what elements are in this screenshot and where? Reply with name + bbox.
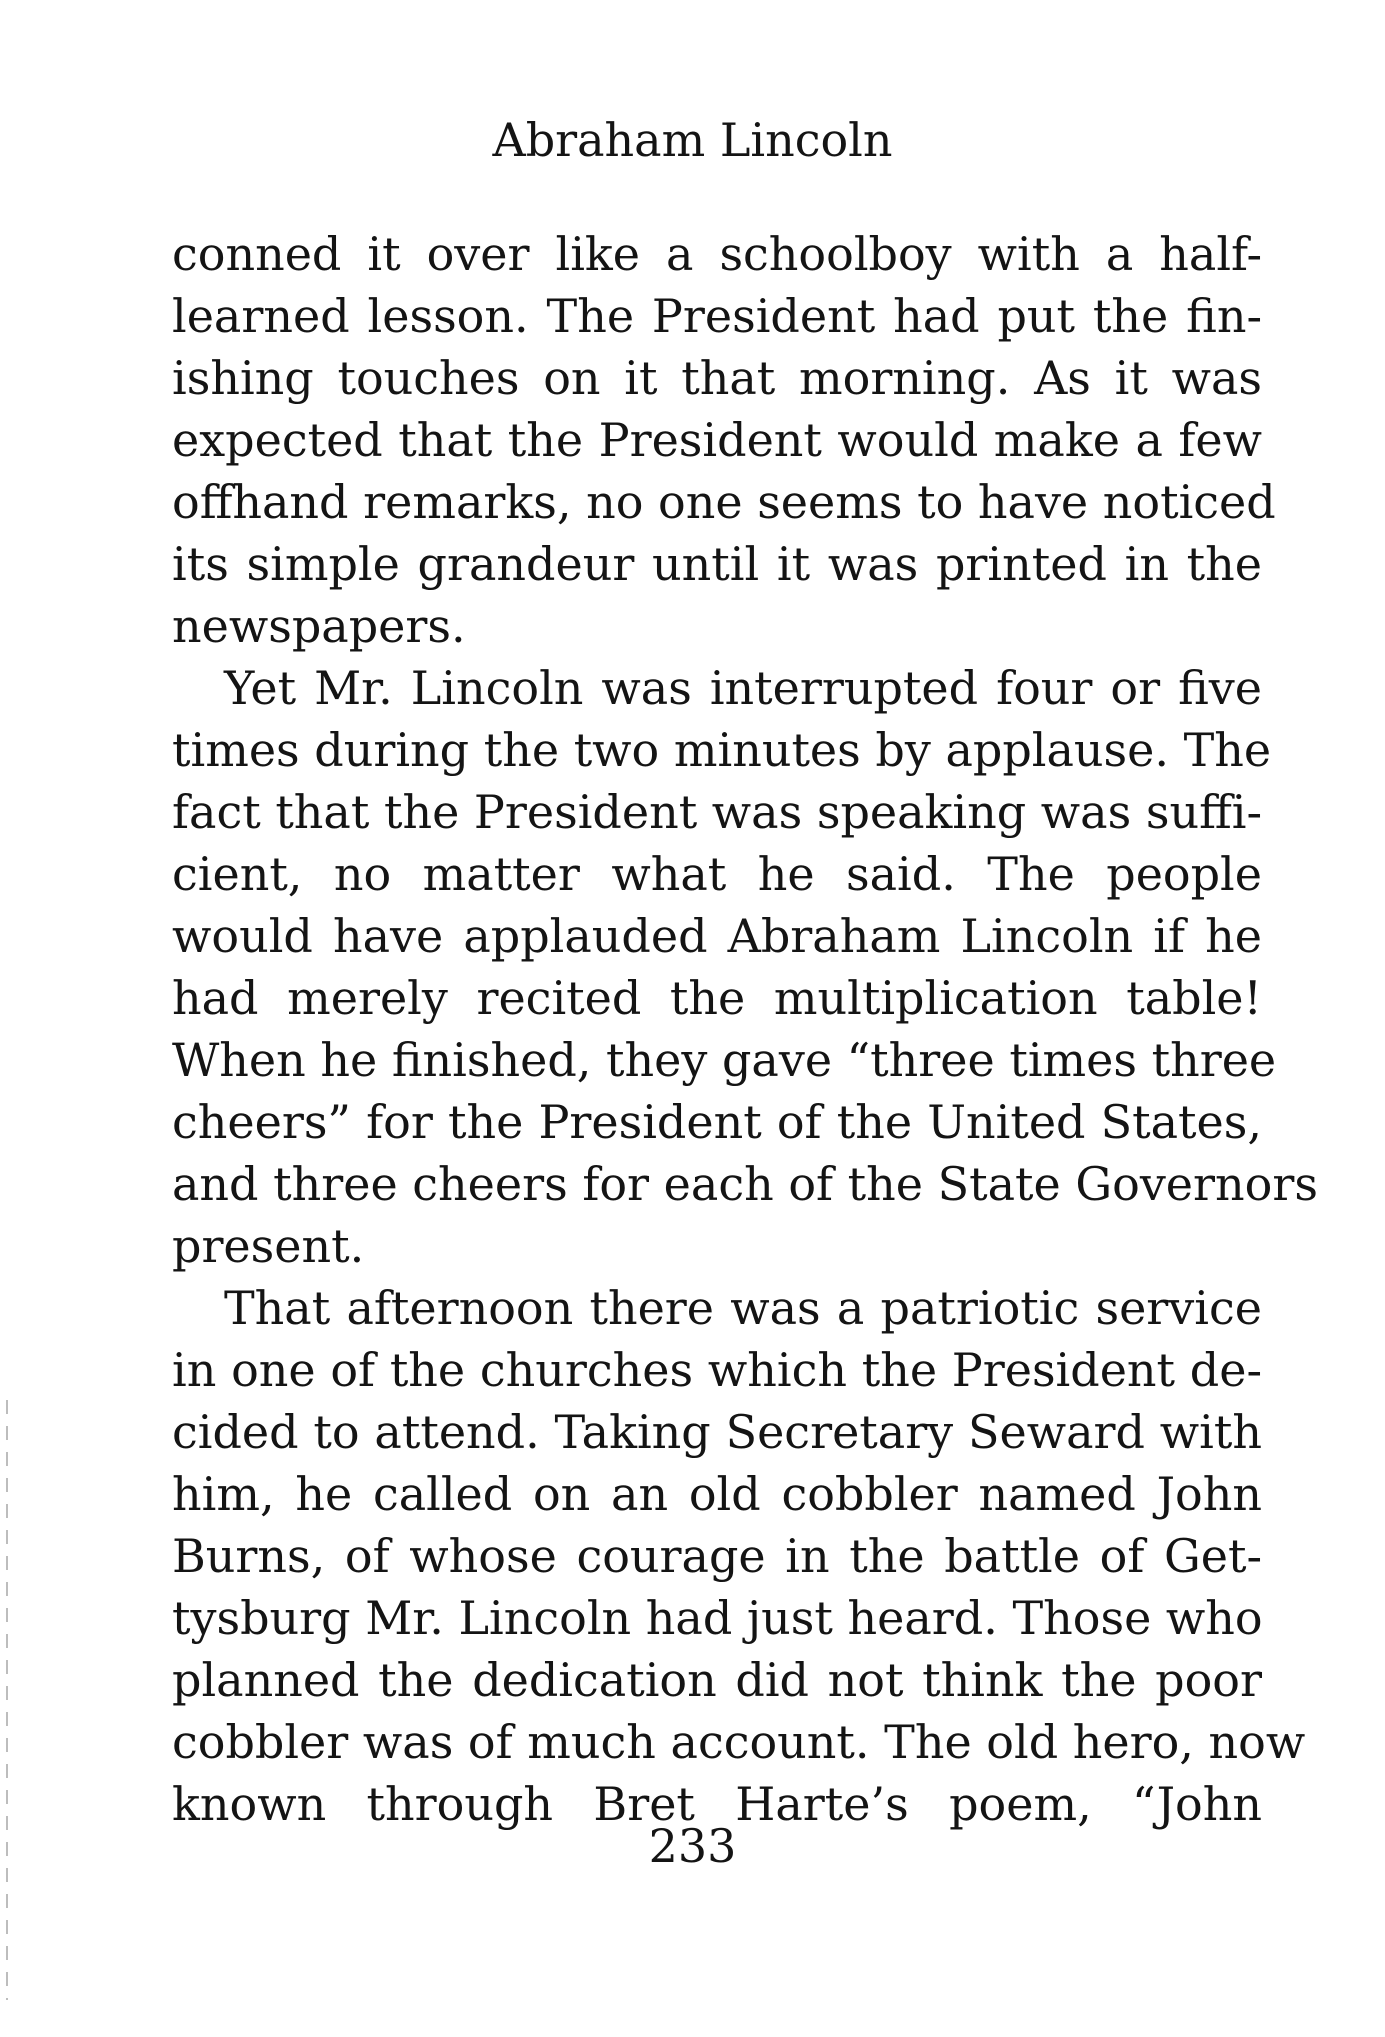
text-line: cided to attend. Taking Secretary Seward with xyxy=(172,1405,1262,1459)
text-line: present. xyxy=(172,1219,365,1273)
text-line: cobbler was of much account. The old hero, now xyxy=(172,1715,1306,1769)
text-line: its simple grandeur until it was printed in the xyxy=(172,537,1262,591)
page-number: 233 xyxy=(648,1819,737,1873)
text-line: him, he called on an old cobbler named John xyxy=(172,1467,1262,1521)
text-line: planned the dedication did not think the poor xyxy=(172,1653,1262,1707)
text-line: and three cheers for each of the State Governors xyxy=(172,1157,1318,1211)
text-line: conned it over like a schoolboy with a half- xyxy=(172,227,1262,281)
text-line: times during the two minutes by applause. The xyxy=(172,723,1272,777)
text-line: had merely recited the multiplication table! xyxy=(172,971,1262,1025)
text-line: ishing touches on it that morning. As it was xyxy=(172,351,1262,405)
text-line: Burns, of whose courage in the battle of Get- xyxy=(172,1529,1262,1583)
text-line: tysburg Mr. Lincoln had just heard. Those who xyxy=(172,1591,1263,1645)
running-head: Abraham Lincoln xyxy=(492,113,893,167)
text-line: newspapers. xyxy=(172,599,466,653)
text-line: offhand remarks, no one seems to have noticed xyxy=(172,475,1276,529)
text-line: cheers” for the President of the United States, xyxy=(172,1095,1262,1149)
text-line: cient, no matter what he said. The people xyxy=(172,847,1262,901)
body-text xyxy=(172,223,1318,1835)
text-line: expected that the President would make a few xyxy=(172,413,1262,467)
text-line: would have applauded Abraham Lincoln if he xyxy=(172,909,1262,963)
text-line: That afternoon there was a patriotic service xyxy=(224,1281,1262,1335)
text-line: When he finished, they gave “three times three xyxy=(172,1033,1277,1087)
text-line: fact that the President was speaking was suffi- xyxy=(172,785,1263,839)
text-line: known through Bret Harte’s poem, “John xyxy=(172,1777,1262,1831)
text-line: in one of the churches which the President de- xyxy=(172,1343,1262,1397)
text-line: learned lesson. The President had put the fin- xyxy=(172,289,1262,343)
page-edge-mark xyxy=(6,1400,8,2000)
text-line: Yet Mr. Lincoln was interrupted four or five xyxy=(224,661,1262,715)
